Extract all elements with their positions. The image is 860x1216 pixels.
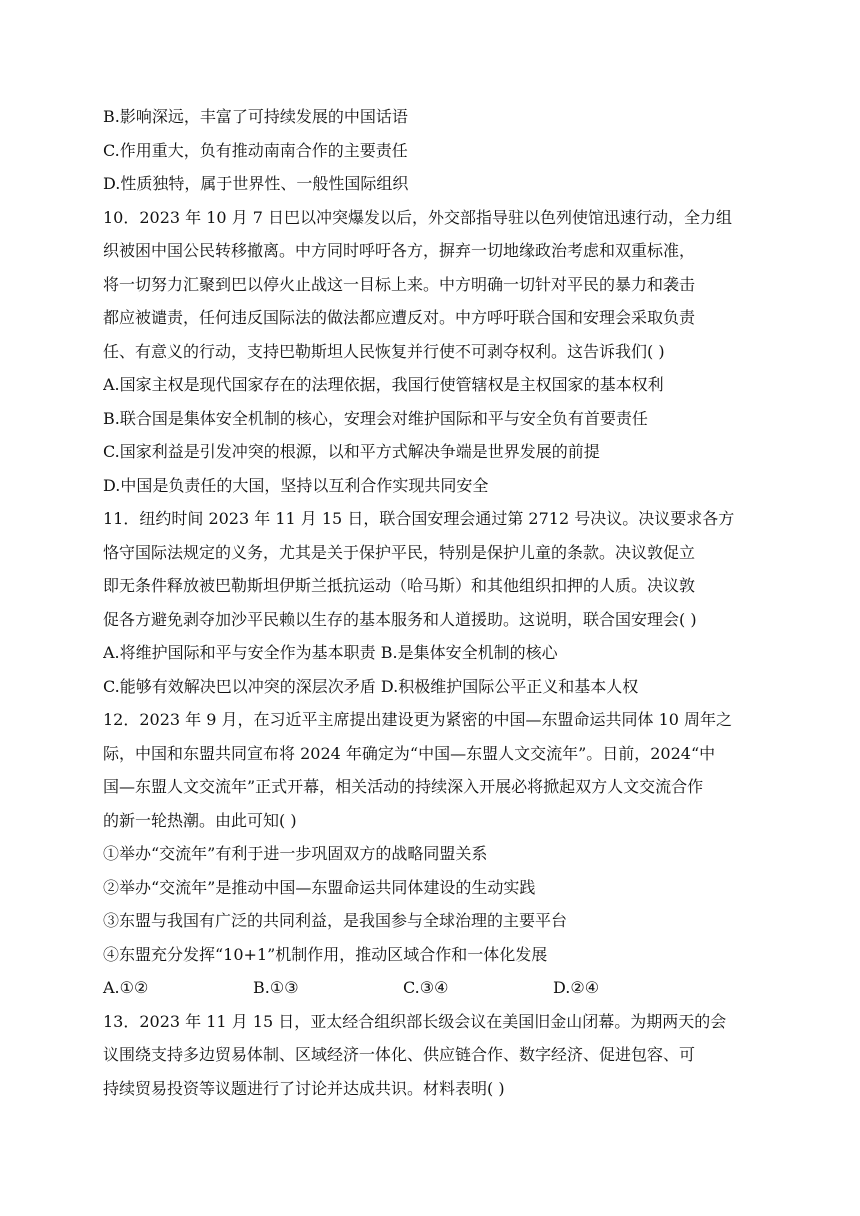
q9-option-c: C.作用重大，负有推动南南合作的主要责任 [103, 140, 408, 160]
q13-stem-line: 议围绕支持多边贸易体制、区域经济一体化、供应链合作、数字经济、促进包容、可 [103, 1045, 696, 1064]
q12-stem-line: 12．2023 年 9 月，在习近平主席提出建设更为紧密的中国—东盟命运共同体 10 周年之 [103, 710, 733, 729]
q10-stem-line: 将一切努力汇聚到巴以停火止战这一目标上来。中方明确一切针对平民的暴力和袭击 [103, 274, 696, 294]
q10-stem-line: 任、有意义的行动，支持巴勒斯坦人民恢复并行使不可剥夺权利。这告诉我们( ) [103, 341, 665, 361]
q9-option-d: D.性质独特，属于世界性、一般性国际组织 [103, 174, 409, 193]
q11-stem-line: 促各方避免剥夺加沙平民赖以生存的基本服务和人道援助。这说明，联合国安理会( ) [103, 609, 697, 629]
q12-stem-line: 际，中国和东盟共同宣布将 2024 年确定为“中国—东盟人文交流年”。日前，2024“中 [103, 743, 716, 763]
q12-statement-2: ②举办“交流年”是推动中国—东盟命运共同体建设的生动实践 [103, 877, 536, 897]
q10-option-b: B.联合国是集体安全机制的核心，安理会对维护国际和平与安全负有首要责任 [103, 408, 648, 428]
q13-stem-line: 13．2023 年 11 月 15 日，亚太经合组织部长级会议在美国旧金山闭幕。为期两天的会 [103, 1011, 727, 1031]
q10-option-c: C.国家利益是引发冲突的根源，以和平方式解决争端是世界发展的前提 [103, 442, 600, 461]
q11-stem-line: 即无条件释放被巴勒斯坦伊斯兰抵抗运动（哈马斯）和其他组织扣押的人质。决议敦 [103, 576, 696, 595]
q11-options-cd: C.能够有效解决巴以冲突的深层次矛盾 D.积极维护国际公平正义和基本人权 [103, 676, 639, 696]
q10-stem-line: 10．2023 年 10 月 7 日巴以冲突爆发以后，外交部指导驻以色列使馆迅速行动，全力组 [103, 207, 733, 227]
q12-statement-1: ①举办“交流年”有利于进一步巩固双方的战略同盟关系 [103, 844, 488, 863]
q12-choice-b: B.①③ [253, 978, 299, 997]
q10-option-a: A.国家主权是现代国家存在的法理依据，我国行使管辖权是主权国家的基本权利 [103, 375, 664, 394]
q11-stem-line: 11．纽约时间 2023 年 11 月 15 日，联合国安理会通过第 2712 号决议。决议要求各方 [103, 509, 735, 528]
q9-option-b: B.影响深远，丰富了可持续发展的中国话语 [103, 107, 408, 126]
q12-statement-3: ③东盟与我国有广泛的共同利益，是我国参与全球治理的主要平台 [103, 911, 568, 930]
q12-statement-4: ④东盟充分发挥“10+1”机制作用，推动区域合作和一体化发展 [103, 944, 548, 964]
q12-choice-d: D.②④ [553, 978, 600, 997]
q11-options-ab: A.将维护国际和平与安全作为基本职责 B.是集体安全机制的核心 [103, 643, 558, 662]
q10-stem-line: 织被困中国公民转移撤离。中方同时呼吁各方，摒弃一切地缘政治考虑和双重标准， [103, 241, 696, 260]
q12-choices [103, 971, 763, 1005]
q12-choice-a: A.①② [103, 978, 149, 997]
exam-page [103, 100, 763, 1105]
q12-stem-line: 国—东盟人文交流年”正式开幕，相关活动的持续深入开展必将掀起双方人文交流合作 [103, 777, 704, 796]
q11-stem-line: 恪守国际法规定的义务，尤其是关于保护平民，特别是保护儿童的条款。决议敦促立 [103, 542, 696, 562]
q12-stem-line: 的新一轮热潮。由此可知( ) [103, 810, 297, 830]
q12-choice-c: C.③④ [403, 978, 449, 997]
q13-stem-line: 持续贸易投资等议题进行了讨论并达成共识。材料表明( ) [103, 1078, 505, 1098]
q10-stem-line: 都应被谴责，任何违反国际法的做法都应遭反对。中方呼吁联合国和安理会采取负责 [103, 308, 696, 327]
q10-option-d: D.中国是负责任的大国，坚持以互利合作实现共同安全 [103, 475, 489, 495]
